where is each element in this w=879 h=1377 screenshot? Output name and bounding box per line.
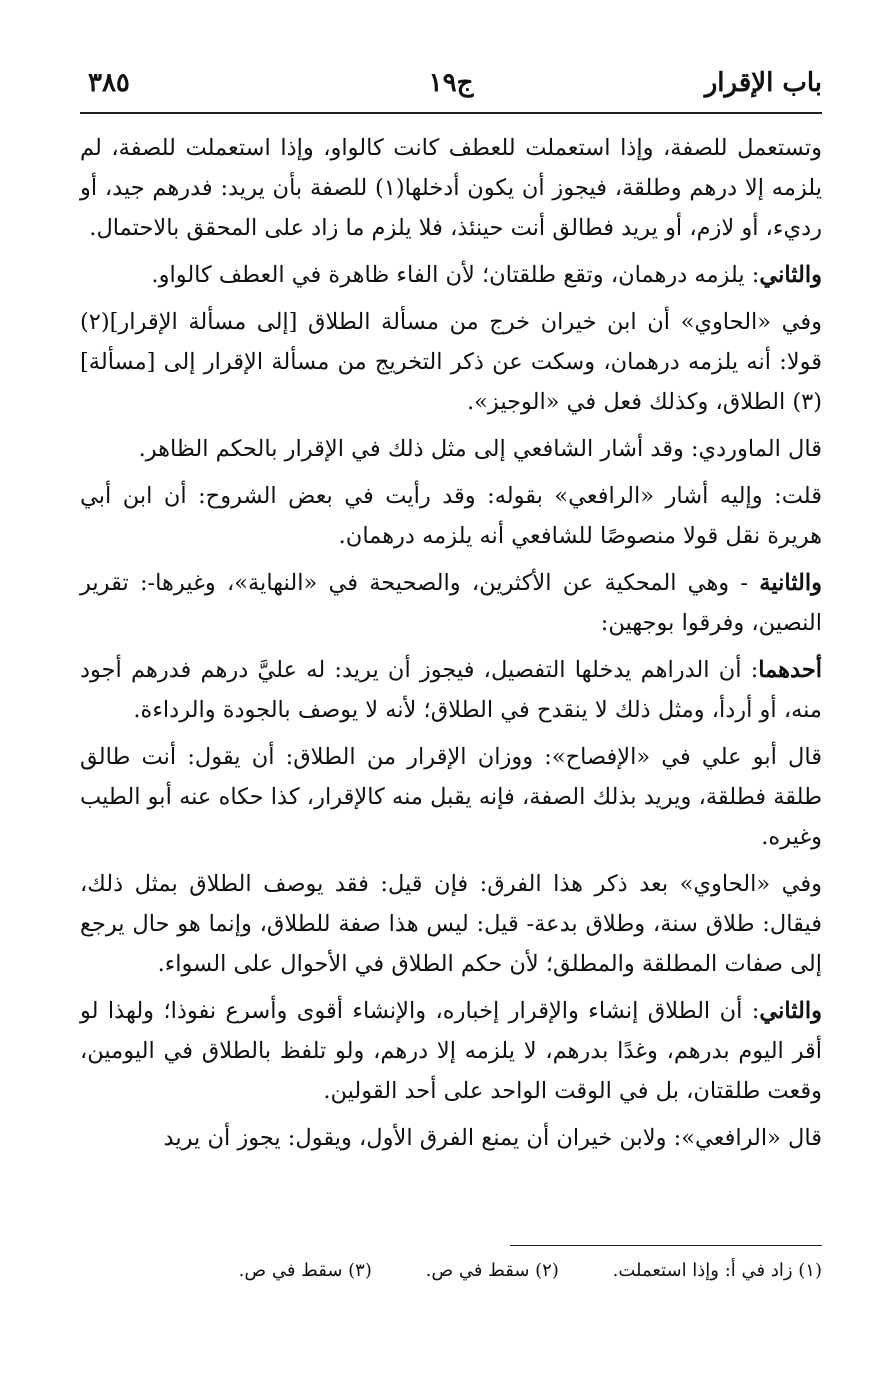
footnote-2: (٢) سقط في ص. [425, 1260, 559, 1281]
main-text [80, 128, 822, 1165]
footnote-3: (٣) سقط في ص. [238, 1260, 372, 1281]
paragraph: وفي «الحاوي» بعد ذكر هذا الفرق: فإن قيل: فقد يوصف الطلاق بمثل ذلك، فيقال: طلاق سنة، وطلاق بدعة- قيل: ليس هذا صفة للطلاق، وإنما هو حال يرجع إلى صفات المطلقة والمطلق؛ لأن حكم الطلاق في الأحوال على السواء. [80, 871, 822, 977]
paragraph: قال «الرافعي»: ولابن خيران أن يمنع الفرق الأول، ويقول: يجوز أن يريد [163, 1125, 822, 1151]
page-number: ٣٨٥ [88, 68, 130, 98]
volume-label: ج١٩ [428, 68, 474, 98]
footnote-divider [510, 1245, 822, 1246]
paragraph: والثاني: أن الطلاق إنشاء والإقرار إخباره، والإنشاء أقوى وأسرع نفوذا؛ ولهذا لو أقر اليوم بدرهم، وغدًا بدرهم، لا يلزمه إلا درهم، ولو تلفظ بالطلاق في اليومين، وقعت طلقتان، بل في الوقت الواحد على أحد القولين. [80, 998, 822, 1104]
paragraph: قال الماوردي: وقد أشار الشافعي إلى مثل ذلك في الإقرار بالحكم الظاهر. [138, 436, 822, 462]
paragraph: والثاني: يلزمه درهمان، وتقع طلقتان؛ لأن الفاء ظاهرة في العطف كالواو. [151, 262, 822, 288]
paragraph: وفي «الحاوي» أن ابن خيران خرج من مسألة الطلاق [إلى مسألة الإقرار](٢) قولا: أنه يلزمه درهمان، وسكت عن ذكر التخريج من مسألة الإقرار إلى [مسألة](٣) الطلاق، وكذلك فعل في «الوجيز». [80, 309, 822, 415]
book-page [80, 60, 822, 1320]
paragraph: وتستعمل للصفة، وإذا استعملت للعطف كانت كالواو، وإذا استعملت للصفة، لم يلزمه إلا درهم وطلقة، فيجوز أن يكون أدخلها(١) للصفة بأن يريد: فدرهم جيد، أو رديء، أو لازم، أو يريد فطالق أنت حينئذ، فلا يلزم ما زاد على المحقق بالاحتمال. [80, 135, 822, 241]
paragraph: قال أبو علي في «الإفصاح»: ووزان الإقرار من الطلاق: أن يقول: أنت طالق طلقة فطلقة، ويريد بذلك الصفة، فإنه يقبل منه كالإقرار، كذا حكاه عنه أبو الطيب وغيره. [80, 744, 822, 850]
paragraph: والثانية - وهي المحكية عن الأكثرين، والصحيحة في «النهاية»، وغيرها-: تقرير النصين، وفرقوا بوجهين: [80, 570, 822, 636]
footnote-1: (١) زاد في أ: وإذا استعملت. [612, 1260, 822, 1281]
footnotes [80, 1258, 822, 1284]
paragraph: قلت: وإليه أشار «الرافعي» بقوله: وقد رأيت في بعض الشروح: أن ابن أبي هريرة نقل قولا منصوصًا للشافعي أنه يلزمه درهمان. [80, 483, 822, 549]
paragraph: أحدهما: أن الدراهم يدخلها التفصيل، فيجوز أن يريد: له عليَّ درهم فدرهم أجود منه، أو أردأ، ومثل ذلك لا ينقدح في الطلاق؛ لأنه لا يوصف بالجودة والرداءة. [80, 657, 822, 723]
header-divider [80, 112, 822, 114]
chapter-title: باب الإقرار [704, 68, 822, 98]
running-header [80, 60, 822, 112]
